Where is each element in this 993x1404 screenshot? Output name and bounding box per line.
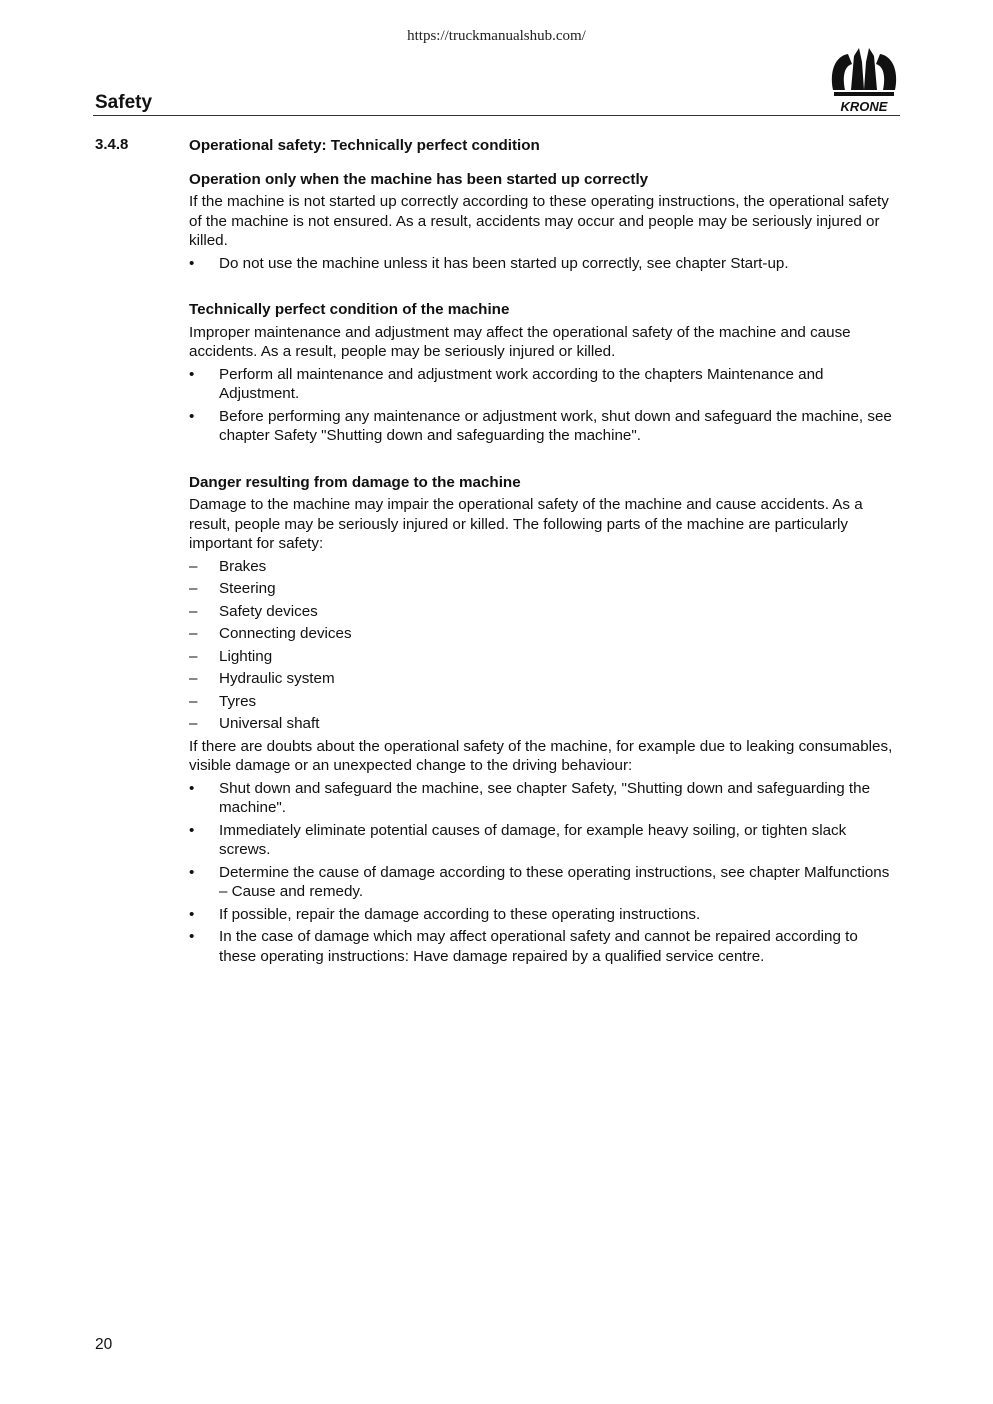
list-item: – Steering: [189, 580, 276, 597]
bullet-list-damage: [189, 779, 894, 967]
bullet-marker: •: [189, 905, 195, 923]
dash-marker: –: [189, 670, 198, 687]
bullet-marker: •: [189, 821, 195, 839]
list-item: • If possible, repair the damage according to these operating instructions.: [189, 905, 701, 923]
list-item: – Hydraulic system: [189, 670, 335, 687]
dash-marker: –: [189, 715, 198, 732]
paragraph-doubts: If there are doubts about the operational safety of the machine, for example due to leaking consumables, visible damage or an unexpected change to the driving behaviour:: [189, 737, 893, 774]
bullet-marker: •: [189, 928, 195, 945]
dash-marker: –: [189, 557, 198, 575]
dash-marker: –: [189, 602, 198, 620]
paragraph-condition: Improper maintenance and adjustment may affect the operational safety of the machine and cause accidents. As a result, people may be seriously injured or killed.: [189, 323, 851, 360]
subheading-startup: Operation only when the machine has been started up correctly: [189, 170, 649, 188]
bullet-marker: •: [189, 254, 195, 272]
parts-list: [189, 557, 894, 734]
list-item: • Perform all maintenance and adjustment work according to the chapters Maintenance and Adjustment.: [189, 365, 824, 402]
list-item: • Before performing any maintenance or adjustment work, shut down and safeguard the machine, see chapter Safety "Shutting down and safeguarding the machine".: [189, 407, 892, 444]
list-item: • In the case of damage which may affect operational safety and cannot be repaired according to these operating instructions: Have damage repaired by a qualified service centre.: [189, 928, 858, 965]
dash-marker: –: [189, 625, 198, 642]
logo-wordmark: KRONE: [840, 99, 888, 114]
list-item: • Determine the cause of damage according to these operating instructions, see chapter Malfunctions – Cause and remedy.: [189, 863, 890, 900]
subheading-damage: Danger resulting from damage to the machine: [189, 473, 521, 491]
bullet-marker: •: [189, 365, 195, 383]
paragraph-startup: If the machine is not started up correctly according to these operating instructions, the operational safety of the machine is not ensured. As a result, accidents may occur and people may be seriously injured or killed.: [189, 193, 889, 249]
dash-marker: –: [189, 580, 198, 597]
section-content: [189, 136, 894, 969]
list-item: – Tyres: [189, 692, 257, 710]
list-item: • Immediately eliminate potential causes of damage, for example heavy soiling, or tighten slack screws.: [189, 821, 847, 858]
paragraph-damage: Damage to the machine may impair the operational safety of the machine and cause accidents. As a result, people may be seriously injured or killed. The following parts of the machine are particularly important for safety:: [189, 496, 863, 552]
list-item: – Lighting: [189, 647, 273, 665]
source-url: https://truckmanualshub.com/: [407, 28, 586, 44]
dash-marker: –: [189, 647, 198, 665]
section-title: Operational safety: Technically perfect condition: [189, 137, 540, 154]
section-number: 3.4.8: [95, 136, 129, 153]
bullet-marker: •: [189, 407, 195, 425]
list-item: – Universal shaft: [189, 715, 320, 732]
bullet-marker: •: [189, 863, 195, 881]
page-header-title: Safety: [95, 92, 153, 113]
header-divider: [93, 115, 900, 116]
page-number: 20: [95, 1336, 113, 1353]
krone-logo: [826, 42, 902, 114]
list-item: • Shut down and safeguard the machine, see chapter Safety, "Shutting down and safeguarding the machine".: [189, 779, 871, 816]
bullet-marker: •: [189, 779, 195, 797]
list-item: – Safety devices: [189, 602, 318, 620]
list-item: • Do not use the machine unless it has been started up correctly, see chapter Start-up.: [189, 254, 789, 272]
bullet-list-startup: [189, 254, 894, 274]
list-item: – Connecting devices: [189, 625, 352, 642]
dash-marker: –: [189, 692, 198, 710]
list-item: – Brakes: [189, 557, 267, 575]
bullet-list-condition: [189, 365, 894, 446]
subheading-condition: Technically perfect condition of the machine: [189, 301, 510, 318]
